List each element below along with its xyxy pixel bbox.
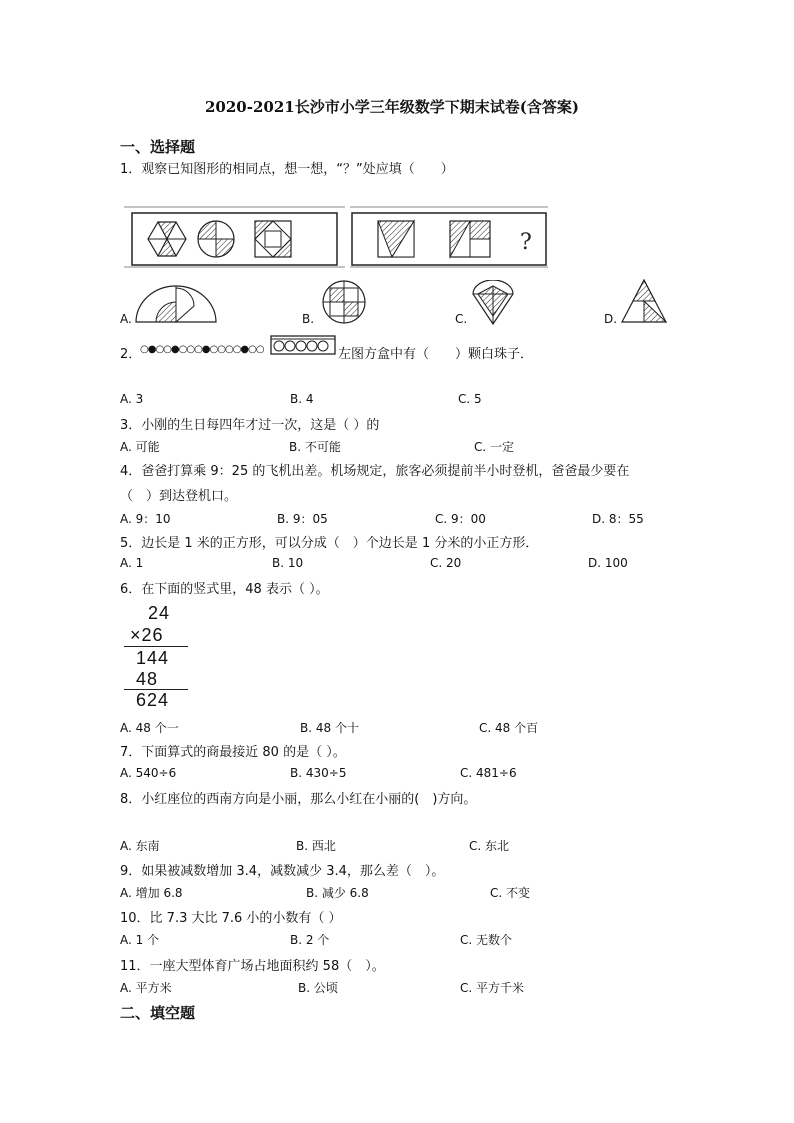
q4-option-a[interactable]: A. 9：10 bbox=[120, 512, 171, 526]
question-1-text: 1．观察已知图形的相同点，想一想，“？”处应填（ ） bbox=[120, 162, 454, 177]
q7-option-a[interactable]: A. 540÷6 bbox=[120, 766, 177, 780]
q5-option-d[interactable]: D. 100 bbox=[588, 556, 628, 570]
q6-option-b[interactable]: B. 48 个十 bbox=[300, 721, 359, 735]
q1-option-a[interactable]: A. bbox=[120, 312, 132, 326]
section-heading-fill-in: 二、填空题 bbox=[120, 1004, 196, 1022]
q6-option-c[interactable]: C. 48 个百 bbox=[479, 721, 539, 735]
question-10-text: 10．比 7.3 大比 7.6 小的小数有（ ） bbox=[120, 911, 342, 926]
calc-rule-1 bbox=[124, 646, 188, 647]
calc-line-5: 624 bbox=[136, 690, 170, 710]
question-3-text: 3．小刚的生日每四年才过一次，这是（ ）的 bbox=[120, 418, 380, 433]
q2-option-a[interactable]: A. 3 bbox=[120, 392, 144, 406]
q1-option-d-figure bbox=[620, 278, 668, 324]
q7-option-c[interactable]: C. 481÷6 bbox=[460, 766, 517, 780]
q1-option-c-figure bbox=[470, 280, 516, 326]
calc-line-3: 144 bbox=[136, 648, 170, 668]
calc-line-4: 48 bbox=[136, 669, 159, 689]
section-heading-choice: 一、选择题 bbox=[120, 138, 196, 156]
square-split-figure bbox=[450, 221, 490, 257]
page-title: 2020-2021长沙市小学三年级数学下期末试卷(含答案) bbox=[205, 98, 579, 116]
bead-box-icon bbox=[270, 335, 336, 355]
q3-option-a[interactable]: A. 可能 bbox=[120, 440, 160, 454]
question-6-text: 6．在下面的竖式里，48 表示（ ）。 bbox=[120, 582, 329, 597]
square-diamond-figure bbox=[255, 221, 291, 257]
q11-option-b[interactable]: B. 公顷 bbox=[298, 981, 338, 995]
question-1-figure-row bbox=[120, 205, 550, 270]
q6-option-a[interactable]: A. 48 个一 bbox=[120, 721, 179, 735]
q10-option-b[interactable]: B. 2 个 bbox=[290, 933, 330, 947]
q1-option-b-figure bbox=[320, 278, 368, 326]
q5-option-a[interactable]: A. 1 bbox=[120, 556, 144, 570]
q4-option-b[interactable]: B. 9：05 bbox=[277, 512, 328, 526]
q7-option-b[interactable]: B. 430÷5 bbox=[290, 766, 347, 780]
calc-line-1: 24 bbox=[148, 603, 171, 623]
q8-option-b[interactable]: B. 西北 bbox=[296, 839, 336, 853]
question-9-text: 9．如果被减数增加 3.4，减数减少 3.4，那么差（ ）。 bbox=[120, 864, 445, 879]
q3-option-c[interactable]: C. 一定 bbox=[474, 440, 515, 454]
q5-option-c[interactable]: C. 20 bbox=[430, 556, 462, 570]
q3-option-b[interactable]: B. 不可能 bbox=[289, 440, 341, 454]
q11-option-a[interactable]: A. 平方米 bbox=[120, 981, 172, 995]
hexagon-figure bbox=[148, 222, 186, 256]
q8-option-c[interactable]: C. 东北 bbox=[469, 839, 510, 853]
question-mark-text: ? bbox=[520, 230, 532, 255]
q8-option-a[interactable]: A. 东南 bbox=[120, 839, 160, 853]
question-7-text: 7．下面算式的商最接近 80 的是（ ）。 bbox=[120, 745, 346, 760]
question-4-text-continued: （ ）到达登机口。 bbox=[120, 489, 238, 504]
question-2-bead-sequence: ○●○○●○○○●○○○○●○○ bbox=[140, 344, 264, 355]
question-2-text: 左图方盒中有（ ）颗白珠子． bbox=[338, 347, 534, 362]
question-2-prefix: 2． bbox=[120, 347, 142, 362]
q11-option-c[interactable]: C. 平方千米 bbox=[460, 981, 525, 995]
square-v-figure bbox=[378, 221, 414, 257]
q1-option-b[interactable]: B. bbox=[302, 312, 315, 326]
q1-option-a-figure bbox=[134, 284, 218, 324]
q4-option-d[interactable]: D. 8：55 bbox=[592, 512, 644, 526]
q9-option-b[interactable]: B. 减少 6.8 bbox=[306, 886, 369, 900]
q2-option-b[interactable]: B. 4 bbox=[290, 392, 314, 406]
question-4-text: 4．爸爸打算乘 9：25 的飞机出差。机场规定，旅客必须提前半小时登机，爸爸最少要在 bbox=[120, 464, 630, 479]
question-8-text: 8．小红座位的西南方向是小丽，那么小红在小丽的( )方向。 bbox=[120, 792, 477, 807]
q9-option-c[interactable]: C. 不变 bbox=[490, 886, 531, 900]
q1-option-c[interactable]: C. bbox=[455, 312, 468, 326]
q2-option-c[interactable]: C. 5 bbox=[458, 392, 482, 406]
q4-option-c[interactable]: C. 9：00 bbox=[435, 512, 486, 526]
calc-line-2: ×26 bbox=[130, 625, 164, 645]
q10-option-c[interactable]: C. 无数个 bbox=[460, 933, 513, 947]
q10-option-a[interactable]: A. 1 个 bbox=[120, 933, 160, 947]
question-11-text: 11．一座大型体育广场占地面积约 58（ ）。 bbox=[120, 959, 385, 974]
q5-option-b[interactable]: B. 10 bbox=[272, 556, 304, 570]
q9-option-a[interactable]: A. 增加 6.8 bbox=[120, 886, 183, 900]
question-5-text: 5．边长是 1 米的正方形，可以分成（ ）个边长是 1 分米的小正方形． bbox=[120, 536, 539, 551]
circle-quarters-figure bbox=[198, 221, 234, 257]
q1-option-d[interactable]: D. bbox=[604, 312, 618, 326]
